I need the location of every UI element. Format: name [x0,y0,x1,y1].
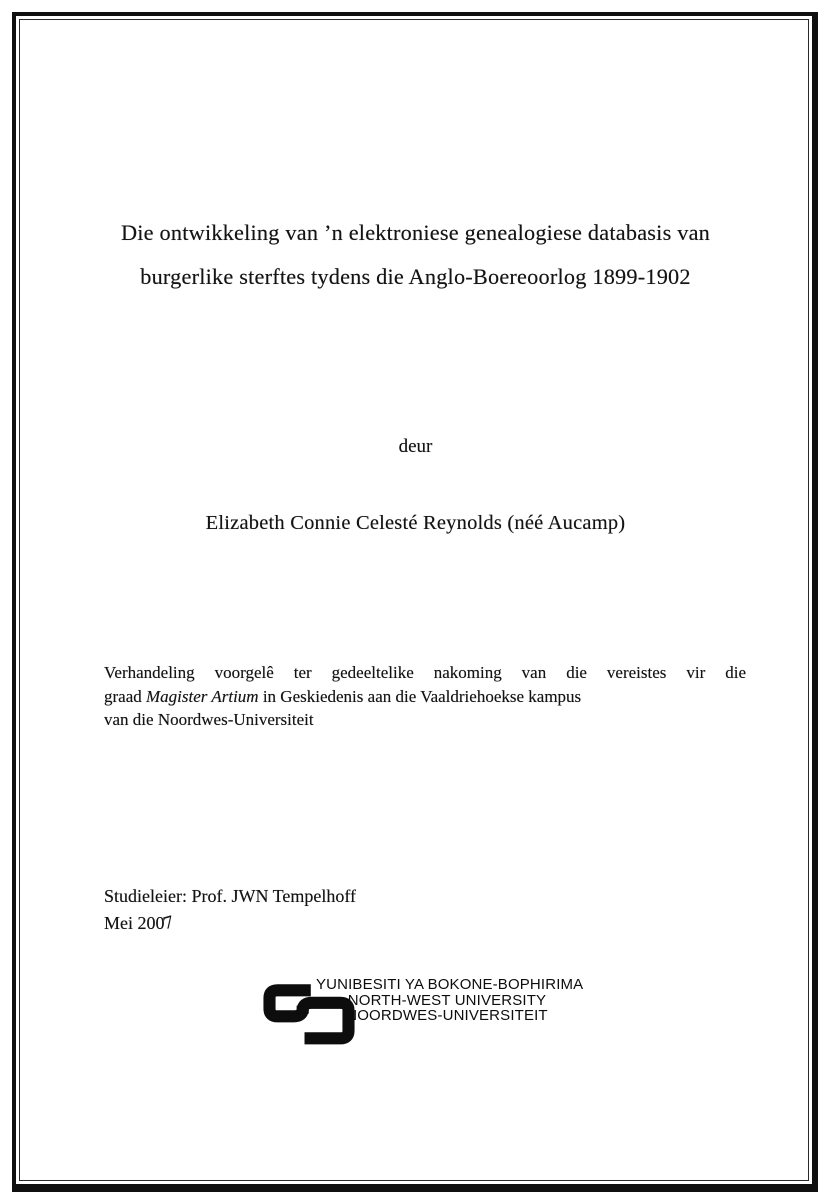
submission-line2-pre: graad [104,686,147,706]
logo-line-english: NORTH-WEST UNIVERSITY [347,991,547,1009]
supervisor-line: Studieleier: Prof. JWN Tempelhoff [104,886,357,906]
submission-line3: van die Noordwes-Universiteit [104,710,314,730]
date-last-digit: 7 [160,911,176,934]
thesis-title-line1: Die ontwikkeling van ’n elektroniese genealogiese databasis van [120,220,711,245]
author-name: Elizabeth Connie Celesté Reynolds (néé Aucamp) [205,512,626,534]
logo-line-afrikaans: NOORDWES-UNIVERSITEIT [346,1007,548,1025]
logo-line-setswana: YUNIBESITI YA BOKONE-BOPHIRIMA [316,976,584,993]
byline-label: deur [398,436,433,457]
submission-line1: Verhandeling voorgelê ter gedeeltelike nakoming van die vereistes vir die [104,663,746,682]
thesis-title-line2: burgerlike sterftes tydens die Anglo-Boereoorlog 1899-1902 [140,263,691,289]
date-prefix: Mei 200 [104,913,165,933]
university-logo-text [316,976,584,1025]
supervisor-block [104,883,356,937]
degree-name: Magister Artium [146,686,259,706]
submission-line2 [104,685,746,709]
submission-line2-post: in Geskiedenis aan die Vaaldriehoekse kampus [258,686,582,706]
date-line [104,910,356,937]
submission-statement [104,661,746,732]
thesis-title [0,211,831,298]
